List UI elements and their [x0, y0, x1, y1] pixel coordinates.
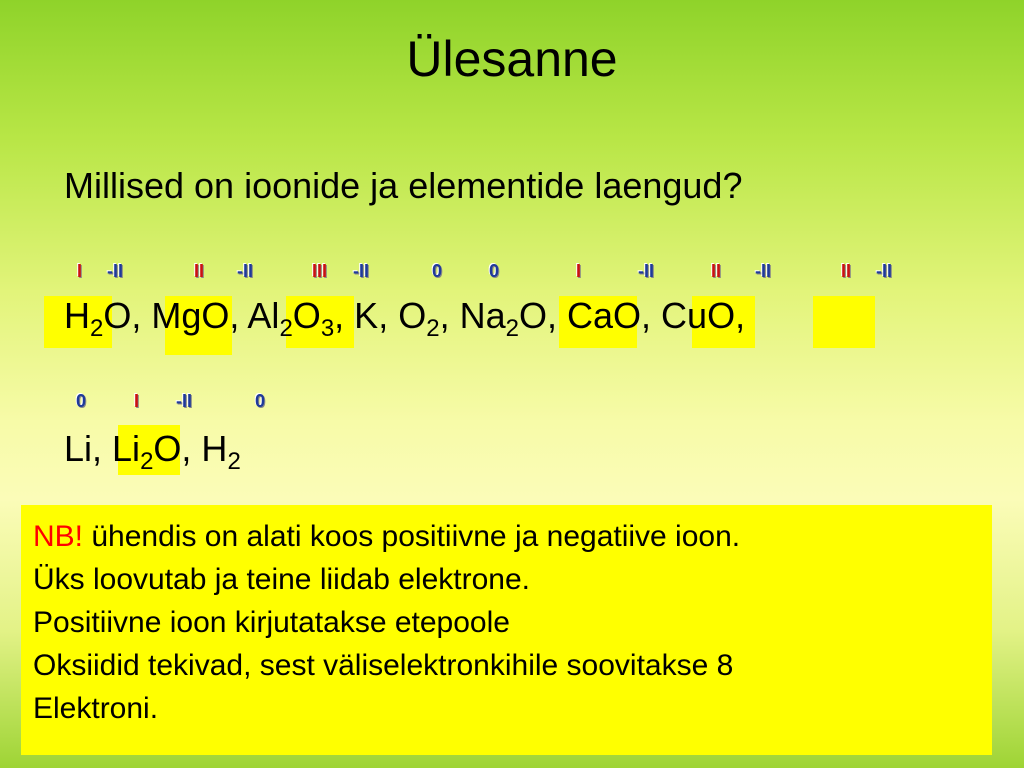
subscript-3: 3 [320, 315, 335, 342]
text-segment: O, [201, 295, 248, 336]
text-segment: O, [103, 295, 152, 336]
charge-mg: II [194, 261, 205, 281]
charge-li: 0 [76, 391, 87, 411]
text-segment: Li, [64, 428, 113, 469]
charge-o-h2o: -II [107, 261, 123, 281]
nb-line-2: Üks loovutab ja teine liidab elektrone. [33, 563, 530, 596]
element-cu: Cu [661, 295, 708, 336]
slide-title: Ülesanne [406, 31, 618, 87]
charge-o-cao: -II [755, 261, 771, 281]
subscript-2: 2 [140, 448, 154, 475]
charge-o-li2o: -II [176, 391, 192, 411]
subscript-2: 2 [279, 315, 293, 342]
element-al: Al [247, 295, 280, 336]
text-segment: O, [518, 295, 567, 336]
question-text: Millised on ioonide ja elementide laengud? [64, 165, 743, 206]
nb-line-5: Elektroni. [33, 692, 159, 725]
element-h: H [64, 295, 90, 336]
text-segment: , K, O [334, 295, 427, 336]
charge-al: III [312, 261, 328, 281]
charge-li-li2o: I [134, 391, 140, 411]
element-mg: Mg [151, 295, 202, 336]
text-segment: O [292, 295, 321, 336]
nb-line-3: Positiivne ioon kirjutatakse etepoole [33, 606, 510, 639]
charge-o2: 0 [489, 261, 500, 281]
subscript-2: 2 [227, 448, 241, 475]
nb-line-4: Oksiidid tekivad, sest väliselektronkihile soovitakse 8 [33, 649, 734, 682]
charge-ca: II [711, 261, 722, 281]
charge-h: I [77, 261, 83, 281]
text-segment: O, [613, 295, 662, 336]
charge-o-mgo: -II [237, 261, 253, 281]
charge-k: 0 [432, 261, 443, 281]
text-segment: O, [707, 295, 746, 336]
nb-label: NB! [33, 520, 84, 553]
text-segment: O, H [153, 428, 228, 469]
nb-line-1-text: ühendis on alati koos positiivne ja negatiive ioon. [83, 520, 741, 553]
charge-na: I [576, 261, 582, 281]
element-ca: Ca [566, 295, 614, 336]
charge-cu: II [841, 261, 852, 281]
charge-o-cuo: -II [876, 261, 892, 281]
charge-o-al2o3: -II [353, 261, 369, 281]
highlight-cu [813, 296, 875, 348]
nb-line-1 [33, 515, 980, 558]
element-na: Na [459, 295, 506, 336]
charge-h2: 0 [255, 391, 266, 411]
element-li: Li [112, 428, 141, 469]
subscript-2: 2 [505, 315, 519, 342]
subscript-2: 2 [90, 315, 104, 342]
nb-note-box [21, 505, 992, 755]
formula-line-2 [64, 428, 241, 475]
subscript-2: 2 [426, 315, 440, 342]
formula-line-1 [64, 295, 746, 342]
charge-o-na2o: -II [638, 261, 654, 281]
text-segment: , [439, 295, 460, 336]
